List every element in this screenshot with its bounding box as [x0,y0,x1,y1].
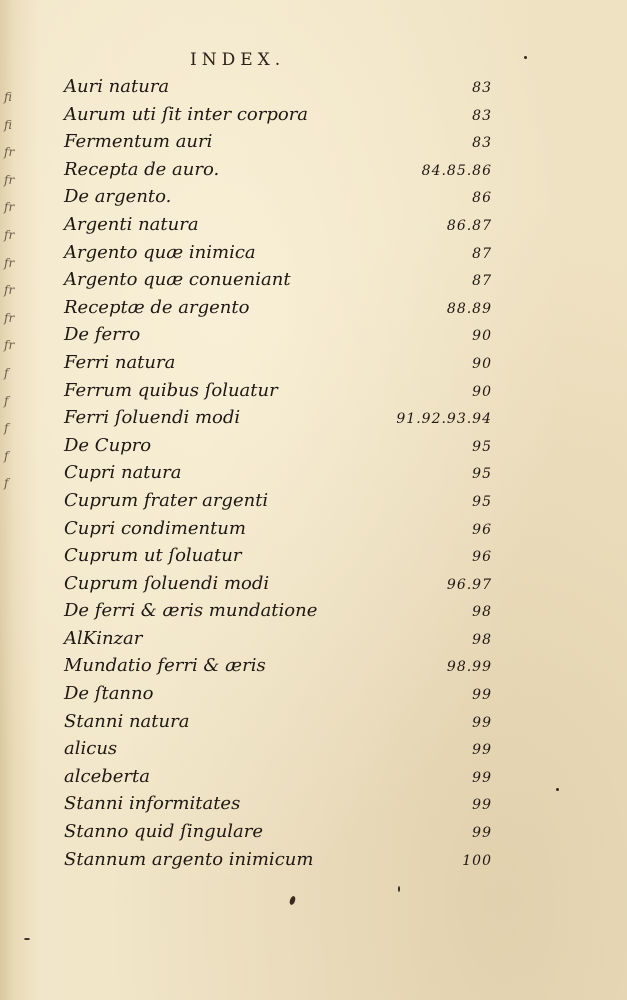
index-entry [0,350,627,378]
index-entry [0,433,627,461]
index-term: Auri natura [64,76,170,97]
index-entry [0,653,627,681]
index-entry [0,74,627,102]
bleed-char: f [4,365,9,380]
index-term: Cuprum ut ſoluatur [64,545,242,567]
index-term: Mundatio ferri & æris [64,655,266,677]
index-term: Cuprum ſoluendi modi [64,572,270,594]
bleed-char: fr [4,255,15,270]
index-term: De argento. [64,186,172,208]
page-title: INDEX. [190,50,286,70]
index-entry [0,488,627,516]
bleed-char: fr [4,200,15,215]
index-entry [0,129,627,157]
index-entry [0,681,627,709]
index-term: Cuprum frater argenti [64,489,269,511]
bleed-char: fr [4,338,15,353]
bleed-char: f [4,476,9,491]
index-entry [0,460,627,488]
index-term: Recepta de auro. [64,158,220,180]
index-term: De ferri & æris mundatione [64,600,318,622]
page-reference: 98.99 [446,659,492,676]
index-term: Stanno quid ſingulare [64,821,264,843]
page-reference: 90 [472,355,492,372]
page-reference: 96.97 [446,576,492,593]
index-term: Ferrum quibus ſoluatur [64,379,278,401]
index-term: Stanni natura [64,710,190,732]
index-entry [0,295,627,323]
page-reference: 88.89 [446,300,492,317]
page-reference: 86 [472,190,492,207]
index-term: De ſtanno [64,683,154,705]
page-reference: 98 [472,631,492,648]
ink-speck [289,895,297,905]
index-term: AlKinzar [64,627,143,649]
bleed-char: f [4,448,9,463]
page-reference: 99 [472,825,492,842]
page-reference: 83 [472,107,492,124]
index-entry [0,791,627,819]
index-term: Cupri natura [64,462,182,484]
index-entry [0,847,627,875]
page-reference: 95 [472,438,492,455]
index-entry [0,102,627,130]
bleed-char: f [4,393,9,408]
index-term: Ferri natura [64,351,176,373]
index-entry [0,378,627,406]
index-term: Stannum argento inimicum [64,848,314,870]
index-term: alceberta [64,765,150,787]
index-entry [0,405,627,433]
index-entry [0,626,627,654]
bleed-char: fi [4,90,13,104]
index-entry [0,212,627,240]
page-reference: 99 [472,797,492,814]
ink-speck [24,938,30,940]
index-term: Stanni informitates [64,793,241,815]
index-entry [0,709,627,737]
index-entry [0,819,627,847]
index-term: Argento quæ inimica [64,241,256,263]
page-reference: 91.92.93.94 [396,411,492,428]
bleed-char: f [4,421,9,436]
page-reference: 96 [472,549,492,566]
index-term: Ferri ſoluendi modi [64,407,241,429]
bleed-char: fr [4,283,15,298]
page-reference: 86.87 [446,217,492,234]
ink-speck [398,886,400,892]
page-reference: 99 [472,714,492,731]
page-reference: 90 [472,328,492,345]
bleed-char: fr [4,227,15,242]
bleed-char: fr [4,310,15,325]
index-entry [0,543,627,571]
index-term: Aurum uti ſit inter corpora [64,103,309,125]
index-term: Receptæ de argento [64,296,250,318]
page-reference: 100 [462,852,492,869]
index-entry [0,322,627,350]
index-term: alicus [64,738,118,760]
index-term: De ferro [64,324,141,346]
page-reference: 83 [472,80,492,96]
index-term: Fermentum auri [64,131,213,153]
ink-speck [556,788,559,791]
page-reference: 96 [472,521,492,538]
index-term: Cupri condimentum [64,517,246,539]
page-reference: 90 [472,383,492,400]
bleed-char: fr [4,172,15,187]
index-term: Argento quæ conueniant [64,269,291,291]
index-entry [0,267,627,295]
page-reference: 99 [472,742,492,759]
page-reference: 83 [472,135,492,152]
index-entry [0,571,627,599]
index-entry [0,516,627,544]
index-entry [0,598,627,626]
page-reference: 95 [472,466,492,483]
index-term: Argenti natura [64,213,199,235]
index-list [0,74,627,874]
ink-speck [524,56,527,59]
page-reference: 98 [472,604,492,621]
page-reference: 99 [472,687,492,704]
page-reference: 87 [472,273,492,290]
index-entry [0,764,627,792]
page-reference: 99 [472,769,492,786]
index-entry [0,184,627,212]
index-term: De Cupro [64,434,152,456]
index-entry [0,240,627,268]
bleed-char: fr [4,145,15,160]
page-reference: 84.85.86 [421,162,492,179]
page-reference: 87 [472,245,492,262]
index-entry [0,736,627,764]
bleed-char: fi [4,117,13,132]
page-reference: 95 [472,493,492,510]
index-entry [0,157,627,185]
